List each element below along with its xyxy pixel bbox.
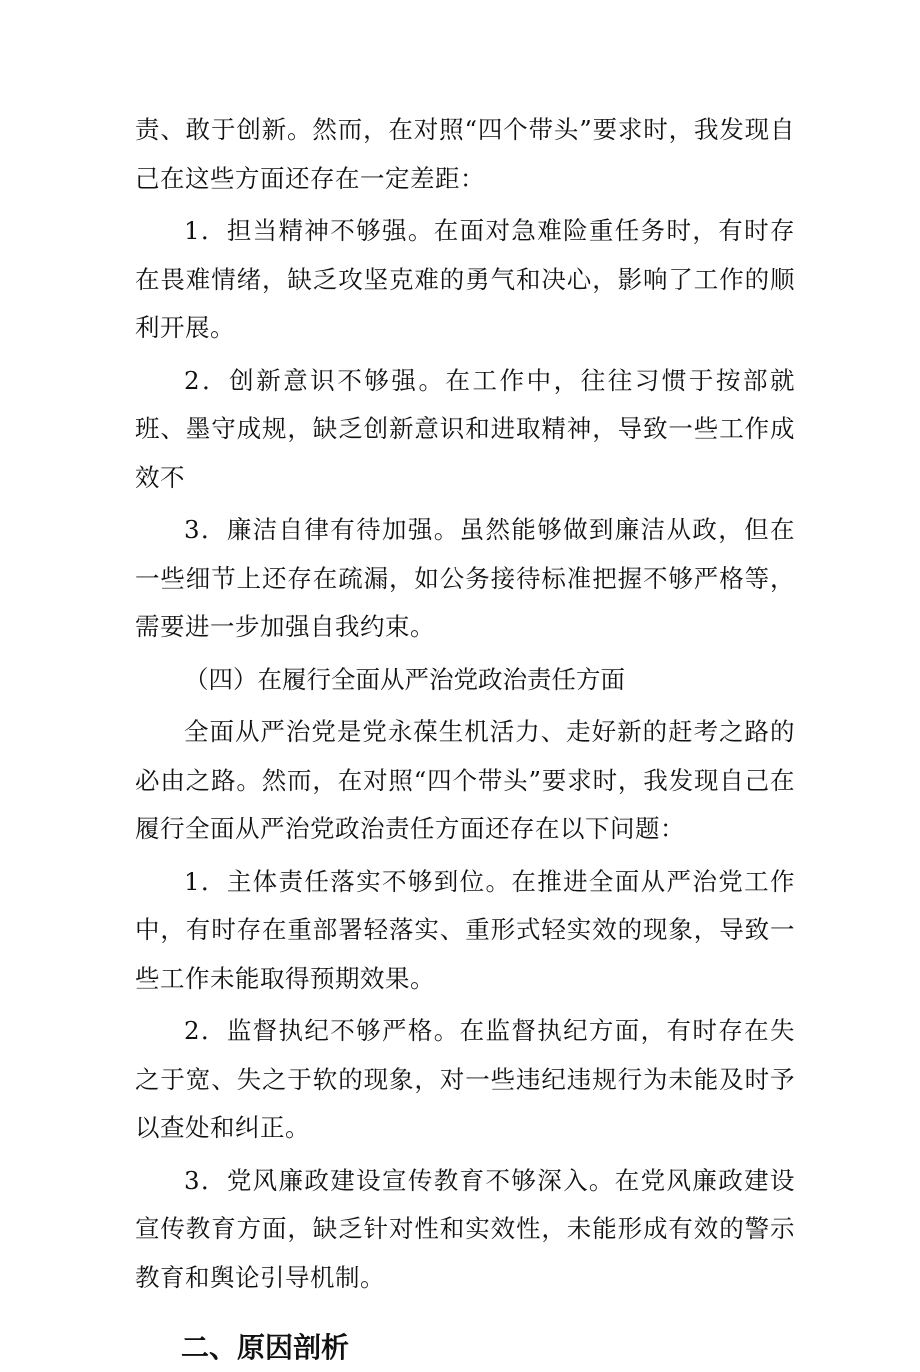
document-body: [135, 106, 795, 1372]
paragraph-item-2-supervision: 2．监督执纪不够严格。在监督执纪方面，有时存在失之于宽、失之于软的现象，对一些违纪违规行为未能及时予以查处和纠正。: [135, 1016, 795, 1142]
paragraph-item-1-main-responsibility: 1．主体责任落实不够到位。在推进全面从严治党工作中，有时存在重部署轻落实、重形式轻实效的现象，导致一些工作未能取得预期效果。: [135, 866, 795, 993]
subsection-heading-four: （四）在履行全面从严治党政治责任方面: [184, 664, 625, 694]
section-heading-cause-analysis: 二、原因剖析: [181, 1331, 350, 1364]
paragraph-party-governance-intro: 全面从严治党是党永葆生机活力、走好新的赶考之路的必由之路。然而，在对照“四个带头”要求时，我发现自己在履行全面从严治党政治责任方面还存在以下问题：: [135, 717, 795, 843]
paragraph-item-2-innovation: 2．创新意识不够强。在工作中，往往习惯于按部就班、墨守成规，缺乏创新意识和进取精神，导致一些工作成效不: [135, 365, 795, 492]
paragraph-item-3-education: 3．党风廉政建设宣传教育不够深入。在党风廉政建设宣传教育方面，缺乏针对性和实效性，未能形成有效的警示教育和舆论引导机制。: [135, 1165, 795, 1292]
paragraph-item-1-responsibility: 1．担当精神不够强。在面对急难险重任务时，有时存在畏难情绪，缺乏攻坚克难的勇气和决心，影响了工作的顺利开展。: [135, 216, 795, 342]
paragraph-item-3-integrity: 3．廉洁自律有待加强。虽然能够做到廉洁从政，但在一些细节上还存在疏漏，如公务接待标准把握不够严格等，需要进一步加强自我约束。: [135, 515, 795, 641]
paragraph-intro-continuation: 责、敢于创新。然而，在对照“四个带头”要求时，我发现自己在这些方面还存在一定差距：: [135, 115, 795, 193]
